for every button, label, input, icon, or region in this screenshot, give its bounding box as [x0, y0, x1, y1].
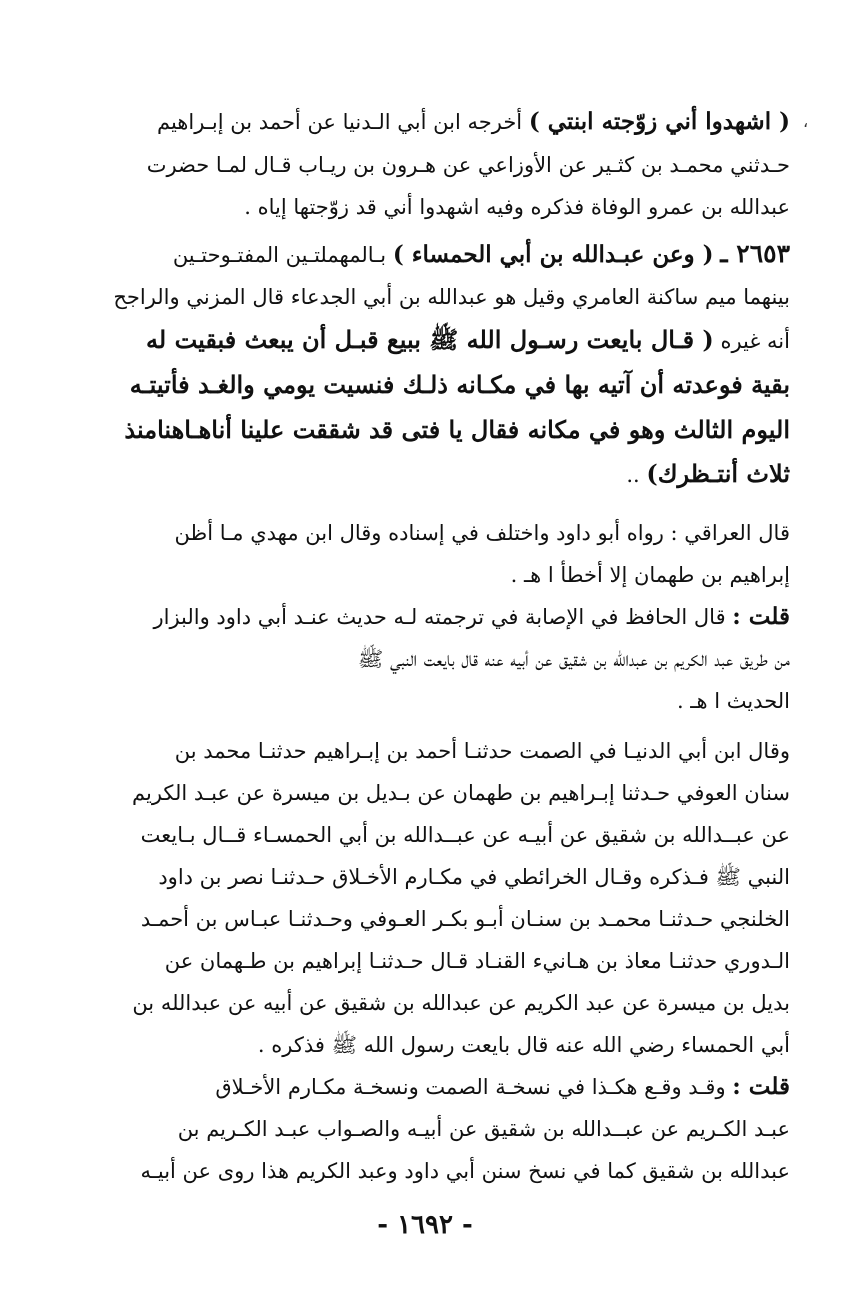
text-line: إبراهيم بن طهمان إلا أخطأ ا هـ .: [510, 563, 790, 587]
text-line: [100, 1066, 790, 1108]
hadith-narrator: ( وعن عبـدالله بن أبي الحمساء ): [392, 241, 714, 268]
qultu-label: قلت :: [732, 603, 790, 630]
text-line: [100, 452, 790, 496]
text-line: أبي الحمساء رضي الله عنه قال بايعت رسول الله ﷺ فذكره .: [257, 1033, 790, 1057]
commentary-text: أخرجه ابن أبي الـدنيا عن أحمد بن إبـراهيم: [156, 110, 523, 134]
commentary-text: أنه غيره: [720, 329, 790, 353]
hadith-text-line: بقية فوعدته أن آتيه بها في مكـانه ذلـك فنسيت يومي والغـد فأتيتـه: [129, 370, 790, 399]
paragraph-hadith-2653: [100, 232, 790, 496]
text-line: النبي ﷺ فـذكره وقـال الخرائطي في مكـارم الأخـلاق حـدثنـا نصر بن داود: [158, 865, 790, 889]
text-line: [100, 596, 790, 638]
text-line: وقال ابن أبي الدنيـا في الصمت حدثنـا أحمد بن إبـراهيم حدثنـا محمد بن: [174, 739, 790, 763]
paragraph-qultu-2: [100, 1066, 790, 1192]
text-line: [100, 100, 790, 144]
text-line: عن عبــدالله بن شقيق عن أبيـه عن عبــدالله بن أبي الحمسـاء قــال بـايعت: [140, 823, 790, 847]
text-line: [100, 318, 790, 362]
paragraph-isnad: [100, 730, 790, 1066]
text-line: قال العراقي : رواه أبو داود واختلف في إسناده وقال ابن مهدي مـا أظن: [174, 521, 790, 545]
hadith-text: ( اشهدوا أني زوّجته ابنتي ): [528, 108, 790, 135]
punctuation: ..: [626, 463, 640, 487]
margin-mark: ،: [803, 112, 809, 131]
text-line: الحديث ا هـ .: [676, 689, 790, 713]
qultu-label: قلت :: [732, 1073, 790, 1100]
page-number: - ١٦٩٢ -: [377, 1210, 473, 1240]
text-line: سنان العوفي حـدثنا إبـراهيم بن طهمان عن بـديل بن ميسرة عن عبـد الكريم: [132, 781, 790, 805]
text-line: عبـد الكـريم عن عبــدالله بن شقيق عن أبيـه والصـواب عبـد الكـريم بن: [177, 1117, 790, 1141]
text-line: عبدالله بن شقيق كما في نسخ سنن أبي داود وعبد الكريم هذا روى عن أبيـه: [140, 1159, 790, 1183]
paragraph-iraqi-comment: [100, 512, 790, 596]
hadith-text: ثلاث أنتـظرك): [646, 459, 790, 488]
hadith-text: ( قـال بايعت رسـول الله ﷺ ببيع قبـل أن يبعث فبقيت له: [146, 325, 714, 354]
text-line: [100, 232, 790, 276]
hadith-number: ٢٦٥٣ ـ: [720, 239, 790, 268]
commentary-text: قال الحافظ في الإصابة في ترجمته لـه حديث عنـد أبي داود والبزار: [153, 605, 726, 629]
paragraph-qultu-1: [100, 596, 790, 722]
hadith-text-line: اليوم الثالث وهو في مكانه فقال يا فتى قد شققت علينا أناهـاهنامنذ: [124, 415, 790, 444]
text-line: بديل بن ميسرة عن عبد الكريم عن عبدالله بن شقيق عن أبيه عن عبدالله بن: [132, 991, 790, 1015]
commentary-text: وقـد وقـع هكـذا في نسخـة الصمت ونسخـة مكـارم الأخـلاق: [215, 1075, 726, 1099]
commentary-text: بـالمهملتـين المفتـوحتـين: [172, 243, 387, 267]
text-line: عبدالله بن عمرو الوفاة فذكره وفيه اشهدوا أني قد زوّجتها إياه .: [244, 195, 790, 219]
text-line: الـدوري حدثنـا معاذ بن هـانيء القنـاد قـال حـدثنـا إبراهيم بن طـهمان عن: [164, 949, 790, 973]
text-line: الخلنجي حـدثنـا محمـد بن سنـان أبـو بكـر العـوفي وحـدثنـا عبـاس بن أحمـد: [140, 907, 790, 931]
text-line: بينهما ميم ساكنة العامري وقيل هو عبدالله بن أبي الجدعاء قال المزني والراجح: [113, 285, 790, 309]
paragraph-hadith-2652-tail: [100, 100, 790, 228]
text-line: حـدثني محمـد بن كثـير عن الأوزاعي عن هـرون بن ريـاب قـال لمـا حضرت: [146, 153, 790, 177]
text-line: من طريق عبد الكريم بن عبدالله بن شقيق عن أبيه عنه قال بايعت النبي ﷺ: [357, 647, 790, 671]
